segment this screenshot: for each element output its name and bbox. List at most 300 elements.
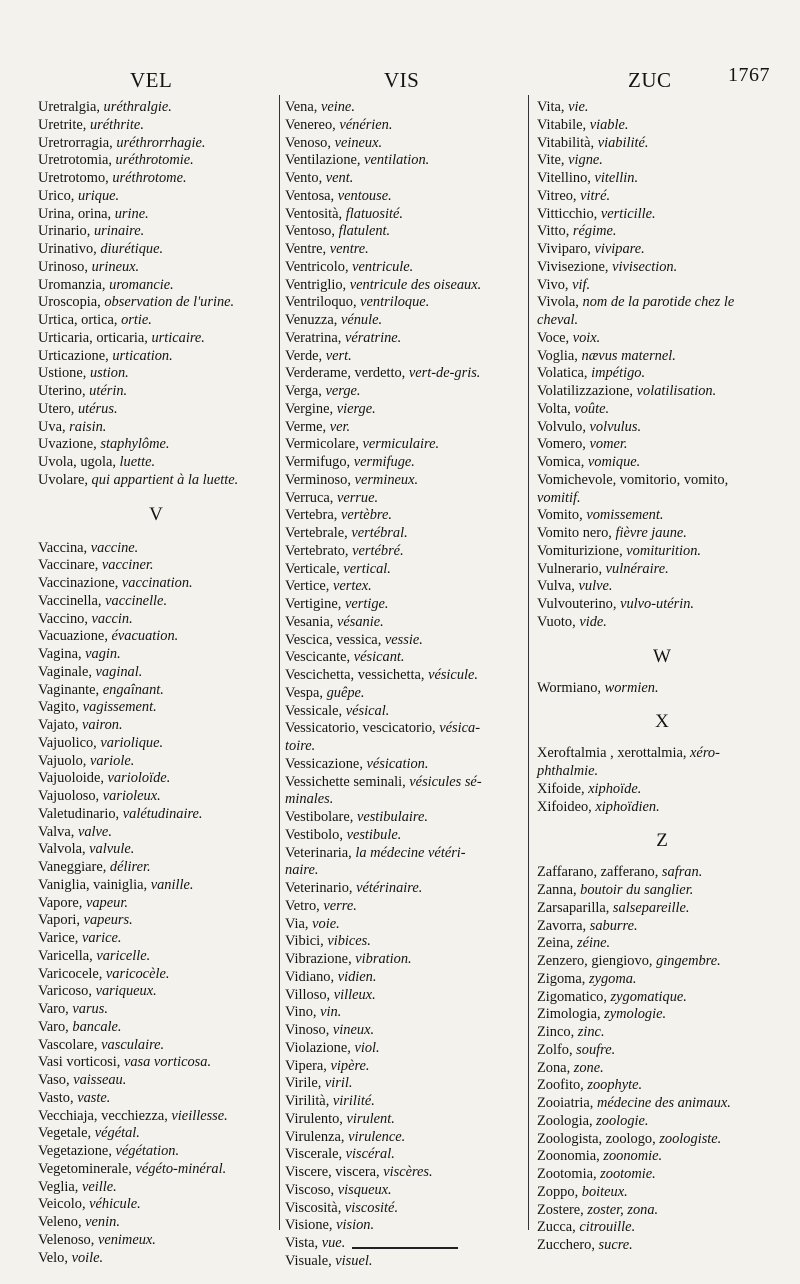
headword: Vespa, bbox=[285, 684, 327, 701]
translation: verre. bbox=[323, 897, 357, 914]
translation: flatuosité. bbox=[345, 205, 403, 222]
dictionary-entry bbox=[38, 575, 274, 593]
column-2 bbox=[285, 99, 521, 1271]
headword: Urinoso, bbox=[38, 258, 92, 275]
translation: vibices. bbox=[327, 933, 371, 950]
dictionary-entry bbox=[38, 699, 274, 717]
headword: Uvazione, bbox=[38, 436, 101, 453]
translation: verge. bbox=[325, 383, 361, 399]
translation: vésanie. bbox=[336, 613, 384, 630]
translation: villeux. bbox=[333, 986, 376, 1003]
headword: Uretralgia, bbox=[38, 99, 104, 115]
dictionary-entry bbox=[537, 1131, 787, 1149]
headword: Vuoto, bbox=[537, 613, 580, 630]
headword: Vestibolo, bbox=[285, 826, 347, 843]
translation: vétérinaire. bbox=[356, 880, 423, 896]
translation: uréthrorrhagie. bbox=[116, 134, 206, 151]
dictionary-entry bbox=[285, 312, 521, 330]
dictionary-entry bbox=[285, 667, 521, 685]
dictionary-entry bbox=[38, 206, 274, 224]
dictionary-entry bbox=[285, 987, 521, 1005]
headword: Ventricolo, bbox=[285, 258, 353, 275]
dictionary-entry bbox=[285, 99, 521, 117]
headword: Varicoso, bbox=[38, 983, 96, 1000]
dictionary-entry bbox=[537, 259, 787, 277]
translation: vermineux. bbox=[354, 471, 419, 488]
headword: Vomichevole, vomitorio, vomito, bbox=[537, 471, 729, 488]
translation: viril. bbox=[324, 1075, 353, 1092]
headword: Vascolare, bbox=[38, 1036, 102, 1053]
dictionary-entry bbox=[285, 152, 521, 170]
headword: Vessicatorio, vescicatorio, bbox=[285, 720, 440, 737]
translation: vertical. bbox=[343, 560, 391, 577]
entry-continuation bbox=[285, 862, 521, 880]
dictionary-entry bbox=[38, 330, 274, 348]
translation: diurétique. bbox=[100, 241, 164, 257]
translation: ventre. bbox=[329, 241, 369, 257]
headword: Zoologista, zoologo, bbox=[537, 1130, 660, 1147]
dictionary-entry bbox=[38, 454, 274, 472]
translation: valétudinaire. bbox=[122, 805, 203, 822]
translation: vairon. bbox=[81, 717, 123, 733]
dictionary-entry bbox=[537, 1148, 787, 1166]
translation: nom de la parotide chez le bbox=[582, 294, 735, 311]
translation: salsepareille. bbox=[612, 899, 690, 916]
translation: ventricule des oiseaux. bbox=[349, 276, 482, 293]
translation: zygomatique. bbox=[610, 988, 687, 1005]
translation: citrouille. bbox=[579, 1219, 636, 1236]
headword: Zeina, bbox=[537, 935, 577, 952]
translation: virulent. bbox=[346, 1110, 395, 1127]
dictionary-entry bbox=[38, 1037, 274, 1055]
headword: Vaccina, bbox=[38, 539, 91, 556]
dictionary-entry bbox=[285, 1235, 521, 1253]
dictionary-entry bbox=[285, 916, 521, 934]
translation: ventilation. bbox=[364, 152, 430, 169]
dictionary-entry bbox=[38, 770, 274, 788]
translation: qui appartient à la luette. bbox=[91, 471, 239, 488]
translation: vieillesse. bbox=[171, 1107, 228, 1124]
dictionary-entry bbox=[537, 170, 787, 188]
dictionary-entry bbox=[285, 259, 521, 277]
column-divider-right bbox=[528, 95, 529, 1230]
dictionary-entry bbox=[38, 983, 274, 1001]
translation: varioleux. bbox=[102, 788, 161, 804]
headword: Vapore, bbox=[38, 894, 86, 911]
dictionary-entry bbox=[38, 628, 274, 646]
translation: vératrine. bbox=[344, 329, 402, 346]
headword: Zona, bbox=[537, 1059, 574, 1076]
dictionary-entry bbox=[38, 472, 274, 490]
translation: vessie. bbox=[384, 631, 423, 648]
headword: Vajuoloide, bbox=[38, 770, 108, 787]
translation: soufre. bbox=[576, 1041, 616, 1058]
translation: boutoir du sanglier. bbox=[580, 882, 694, 898]
headword: Vista, bbox=[285, 1235, 322, 1251]
translation: vésicule. bbox=[428, 667, 479, 683]
dictionary-entry bbox=[38, 1214, 274, 1232]
headword: Vescica, vessica, bbox=[285, 631, 385, 648]
headword: Zinco, bbox=[537, 1024, 578, 1040]
headword: Vescichetta, vessichetta, bbox=[285, 667, 429, 683]
headword: Valva, bbox=[38, 823, 78, 840]
translation: varicelle. bbox=[96, 947, 151, 964]
dictionary-entry bbox=[38, 1250, 274, 1268]
dictionary-entry bbox=[285, 774, 521, 792]
dictionary-entry bbox=[285, 1200, 521, 1218]
dictionary-entry bbox=[38, 170, 274, 188]
headword: Veicolo, bbox=[38, 1196, 90, 1213]
headword: Ustione, bbox=[38, 365, 90, 382]
dictionary-entry bbox=[537, 543, 787, 561]
footer-rule bbox=[352, 1247, 458, 1249]
translation: volvulus. bbox=[589, 418, 642, 435]
headword: Valvola, bbox=[38, 841, 90, 858]
dictionary-entry bbox=[38, 1196, 274, 1214]
headword: Vegetazione, bbox=[38, 1143, 116, 1159]
headword: Uretrotomia, bbox=[38, 152, 116, 169]
translation: varicocèle. bbox=[105, 965, 170, 982]
translation: xéro- bbox=[690, 745, 720, 762]
headword: Verderame, verdetto, bbox=[285, 365, 409, 382]
headword: Vivo, bbox=[537, 276, 573, 293]
dictionary-entry bbox=[537, 330, 787, 348]
translation: ustion. bbox=[89, 365, 129, 382]
dictionary-entry bbox=[38, 1108, 274, 1126]
column-divider-left bbox=[279, 95, 280, 1230]
translation: vacciner. bbox=[101, 557, 154, 574]
translation: verticille. bbox=[600, 205, 656, 222]
dictionary-entry bbox=[285, 720, 521, 738]
dictionary-entry bbox=[537, 365, 787, 383]
translation: vert-de-gris. bbox=[408, 365, 481, 382]
dictionary-entry bbox=[285, 1182, 521, 1200]
translation: variqueux. bbox=[95, 983, 157, 1000]
headword: Ventosità, bbox=[285, 205, 346, 222]
headword: Vegetominerale, bbox=[38, 1160, 136, 1177]
dictionary-entry bbox=[537, 135, 787, 153]
dictionary-entry bbox=[38, 646, 274, 664]
headword: Vessicazione, bbox=[285, 755, 367, 772]
translation: varice. bbox=[81, 930, 122, 946]
dictionary-entry bbox=[38, 540, 274, 558]
translation: vermiculaire. bbox=[362, 436, 440, 453]
headword: Vaso, bbox=[38, 1072, 74, 1088]
dictionary-entry bbox=[285, 383, 521, 401]
headword: Vergine, bbox=[285, 400, 337, 417]
headword: Zenzero, giengiovo, bbox=[537, 953, 657, 969]
dictionary-entry bbox=[38, 223, 274, 241]
header-left-guide-word: VEL bbox=[130, 68, 173, 92]
translation: veine. bbox=[320, 99, 355, 115]
dictionary-entry bbox=[537, 989, 787, 1007]
dictionary-entry bbox=[537, 882, 787, 900]
dictionary-entry bbox=[285, 472, 521, 490]
translation: vent. bbox=[325, 170, 354, 186]
dictionary-entry bbox=[38, 806, 274, 824]
dictionary-entry bbox=[285, 809, 521, 827]
headword: Veratrina, bbox=[285, 329, 345, 346]
dictionary-entry bbox=[285, 1217, 521, 1235]
headword: Urtica, ortica, bbox=[38, 312, 122, 328]
headword: Vaccinazione, bbox=[38, 575, 122, 591]
dictionary-entry bbox=[38, 664, 274, 682]
translation: vomissement. bbox=[586, 507, 664, 524]
headword: Venuzza, bbox=[285, 312, 341, 328]
headword: Uretrite, bbox=[38, 116, 90, 133]
dictionary-entry bbox=[38, 682, 274, 700]
dictionary-entry bbox=[38, 824, 274, 842]
translation: vaccinelle. bbox=[105, 592, 168, 609]
headword: Verticale, bbox=[285, 560, 344, 577]
translation: urique. bbox=[77, 187, 120, 204]
headword: Uvolare, bbox=[38, 471, 92, 488]
translation: variolique. bbox=[100, 734, 164, 751]
translation: urtication. bbox=[112, 347, 173, 364]
headword: Ventriglio, bbox=[285, 276, 350, 293]
translation: sucre. bbox=[598, 1237, 633, 1253]
translation: vaste. bbox=[77, 1089, 111, 1106]
dictionary-entry bbox=[537, 1060, 787, 1078]
headword: Utero, bbox=[38, 400, 78, 417]
dictionary-entry bbox=[537, 206, 787, 224]
headword: Verme, bbox=[285, 418, 330, 435]
header-right-guide-word: ZUC bbox=[628, 68, 672, 92]
translation: délirer. bbox=[109, 859, 151, 875]
dictionary-entry bbox=[285, 649, 521, 667]
translation: vermifuge. bbox=[353, 454, 415, 470]
translation: wormien. bbox=[604, 679, 659, 696]
headword: Vitticchio, bbox=[537, 205, 601, 222]
translation: ventricule. bbox=[352, 258, 414, 275]
dictionary-entry bbox=[537, 561, 787, 579]
entry-continuation bbox=[285, 738, 521, 756]
dictionary-entry bbox=[38, 912, 274, 930]
headword: Via, bbox=[285, 915, 313, 932]
dictionary-entry bbox=[38, 99, 274, 117]
headword: Varo, bbox=[38, 1001, 73, 1017]
dictionary-entry bbox=[38, 877, 274, 895]
headword: Vescicante, bbox=[285, 649, 354, 666]
headword: Urina, orina, bbox=[38, 205, 115, 222]
dictionary-entry bbox=[537, 935, 787, 953]
translation: voile. bbox=[71, 1249, 104, 1266]
headword: Uretrorragia, bbox=[38, 134, 117, 151]
translation: zoophyte. bbox=[587, 1077, 643, 1094]
dictionary-entry bbox=[38, 259, 274, 277]
headword: Ventosa, bbox=[285, 187, 338, 204]
translation: vivipare. bbox=[594, 241, 645, 257]
dictionary-entry bbox=[285, 1164, 521, 1182]
headword: Vasi vorticosi, bbox=[38, 1054, 124, 1071]
translation: virulence. bbox=[348, 1128, 406, 1145]
translation: varioloïde. bbox=[107, 770, 171, 787]
headword: Vitto, bbox=[537, 223, 573, 240]
headword: Verruca, bbox=[285, 489, 337, 506]
headword: Zoologia, bbox=[537, 1112, 597, 1129]
translation: utérus. bbox=[77, 400, 118, 417]
headword: Vajuoloso, bbox=[38, 788, 103, 804]
dictionary-entry bbox=[285, 933, 521, 951]
headword: Vegetale, bbox=[38, 1125, 95, 1142]
headword: Vetro, bbox=[285, 897, 324, 914]
headword: Veterinaria, bbox=[285, 844, 356, 861]
dictionary-entry bbox=[38, 948, 274, 966]
translation: vif. bbox=[572, 276, 591, 293]
dictionary-entry bbox=[38, 895, 274, 913]
translation: vertébré. bbox=[352, 542, 404, 559]
translation: staphylôme. bbox=[100, 436, 170, 453]
headword: Vacuazione, bbox=[38, 628, 112, 645]
dictionary-entry bbox=[285, 578, 521, 596]
headword: Zavorra, bbox=[537, 917, 590, 934]
translation: végéto-minéral. bbox=[135, 1160, 227, 1177]
dictionary-entry bbox=[38, 419, 274, 437]
headword: Urticazione, bbox=[38, 347, 113, 364]
dictionary-entry bbox=[285, 1093, 521, 1111]
headword: Zooiatria, bbox=[537, 1095, 597, 1111]
headword: Vulvouterino, bbox=[537, 596, 621, 612]
translation: la médecine vétéri- bbox=[355, 844, 466, 861]
headword: Virilità, bbox=[285, 1093, 333, 1109]
translation: cheval. bbox=[537, 312, 579, 328]
translation: zoster, zona. bbox=[587, 1201, 659, 1218]
headword: Zucca, bbox=[537, 1219, 580, 1236]
translation: vie. bbox=[568, 99, 589, 115]
translation: vibration. bbox=[355, 951, 412, 967]
headword: Zoppo, bbox=[537, 1183, 582, 1200]
translation: vésical. bbox=[345, 702, 390, 719]
section-letter: X bbox=[655, 711, 669, 733]
headword: Villoso, bbox=[285, 986, 334, 1003]
dictionary-entry bbox=[537, 117, 787, 135]
translation: véhicule. bbox=[89, 1196, 141, 1213]
headword: Velo, bbox=[38, 1249, 72, 1266]
dictionary-entry bbox=[537, 99, 787, 117]
translation: vestibule. bbox=[346, 826, 402, 843]
translation: ventriloque. bbox=[360, 294, 430, 311]
dictionary-entry bbox=[285, 1040, 521, 1058]
translation: veineux. bbox=[334, 134, 383, 151]
headword: Vertebrale, bbox=[285, 525, 352, 541]
translation: boiteux. bbox=[581, 1183, 628, 1200]
headword: Vita, bbox=[537, 99, 569, 115]
dictionary-entry bbox=[537, 1095, 787, 1113]
translation: vomitif. bbox=[537, 489, 581, 506]
translation: vaisseau. bbox=[73, 1072, 127, 1088]
translation: vulvo-utérin. bbox=[620, 596, 695, 612]
dictionary-entry bbox=[537, 223, 787, 241]
translation: urticaire. bbox=[151, 329, 205, 346]
dictionary-entry bbox=[38, 294, 274, 312]
translation: valve. bbox=[77, 823, 112, 840]
translation: fièvre jaune. bbox=[615, 525, 687, 541]
translation: zéine. bbox=[576, 935, 611, 952]
dictionary-entry bbox=[285, 543, 521, 561]
translation: vomiturition. bbox=[626, 542, 702, 559]
dictionary-entry bbox=[38, 841, 274, 859]
dictionary-entry bbox=[285, 525, 521, 543]
dictionary-entry bbox=[38, 241, 274, 259]
headword: Zigoma, bbox=[537, 970, 589, 987]
translation: vide. bbox=[579, 613, 607, 630]
headword: Vomito, bbox=[537, 507, 587, 524]
translation: vulve. bbox=[578, 578, 613, 595]
dictionary-entry bbox=[537, 454, 787, 472]
dictionary-entry bbox=[285, 880, 521, 898]
headword: Valetudinario, bbox=[38, 805, 123, 822]
translation: vapeurs. bbox=[83, 912, 133, 929]
translation: vertèbre. bbox=[340, 507, 392, 524]
headword: Vulnerario, bbox=[537, 560, 606, 577]
headword: Vertice, bbox=[285, 578, 333, 595]
dictionary-entry bbox=[285, 330, 521, 348]
translation: vénérien. bbox=[339, 116, 393, 133]
translation: vin. bbox=[320, 1004, 342, 1021]
dictionary-entry bbox=[537, 1006, 787, 1024]
headword: Verga, bbox=[285, 383, 326, 399]
headword: Virulento, bbox=[285, 1110, 347, 1127]
headword: Zoonomia, bbox=[537, 1148, 604, 1165]
headword: Viscere, viscera, bbox=[285, 1164, 384, 1180]
headword: Vento, bbox=[285, 170, 326, 186]
headword: Wormiano, bbox=[537, 679, 605, 696]
headword: Veleno, bbox=[38, 1214, 86, 1230]
translation: minales. bbox=[285, 791, 334, 808]
dictionary-entry bbox=[537, 1184, 787, 1202]
translation: flatulent. bbox=[338, 223, 391, 240]
translation: vésicules sé- bbox=[409, 773, 482, 790]
headword: Vibici, bbox=[285, 933, 328, 950]
page-number: 1767 bbox=[728, 64, 770, 86]
dictionary-entry bbox=[285, 401, 521, 419]
dictionary-entry bbox=[537, 348, 787, 366]
dictionary-entry bbox=[537, 1024, 787, 1042]
dictionary-entry bbox=[38, 735, 274, 753]
dictionary-entry bbox=[285, 596, 521, 614]
dictionary-entry bbox=[285, 223, 521, 241]
headword: Vertebra, bbox=[285, 507, 341, 524]
headword: Zootomia, bbox=[537, 1166, 601, 1182]
translation: xiphoïdien. bbox=[595, 798, 660, 815]
dictionary-entry bbox=[537, 900, 787, 918]
headword: Zoofito, bbox=[537, 1077, 588, 1094]
translation: vasculaire. bbox=[101, 1036, 165, 1053]
translation: utérin. bbox=[89, 383, 128, 399]
translation: vapeur. bbox=[85, 894, 128, 911]
headword: Vaccinare, bbox=[38, 557, 102, 574]
translation: vertige. bbox=[344, 596, 389, 612]
headword: Vasto, bbox=[38, 1089, 78, 1106]
headword: Ventilazione, bbox=[285, 152, 365, 169]
translation: vaccine. bbox=[90, 539, 139, 556]
headword: Uroscopia, bbox=[38, 294, 105, 311]
headword: Uvola, ugola, bbox=[38, 454, 120, 470]
headword: Viviparo, bbox=[537, 241, 595, 257]
translation: raisin. bbox=[69, 418, 107, 435]
translation: vivisection. bbox=[612, 258, 678, 275]
translation: bancale. bbox=[72, 1018, 122, 1035]
headword: Vinoso, bbox=[285, 1022, 333, 1038]
translation: vue. bbox=[321, 1235, 346, 1251]
dictionary-entry bbox=[285, 135, 521, 153]
headword: Urticaria, orticaria, bbox=[38, 329, 152, 346]
translation: ortie. bbox=[121, 312, 152, 328]
dictionary-entry bbox=[285, 898, 521, 916]
dictionary-entry bbox=[537, 525, 787, 543]
headword: Vaginante, bbox=[38, 681, 103, 698]
translation: zoonomie. bbox=[603, 1148, 663, 1165]
